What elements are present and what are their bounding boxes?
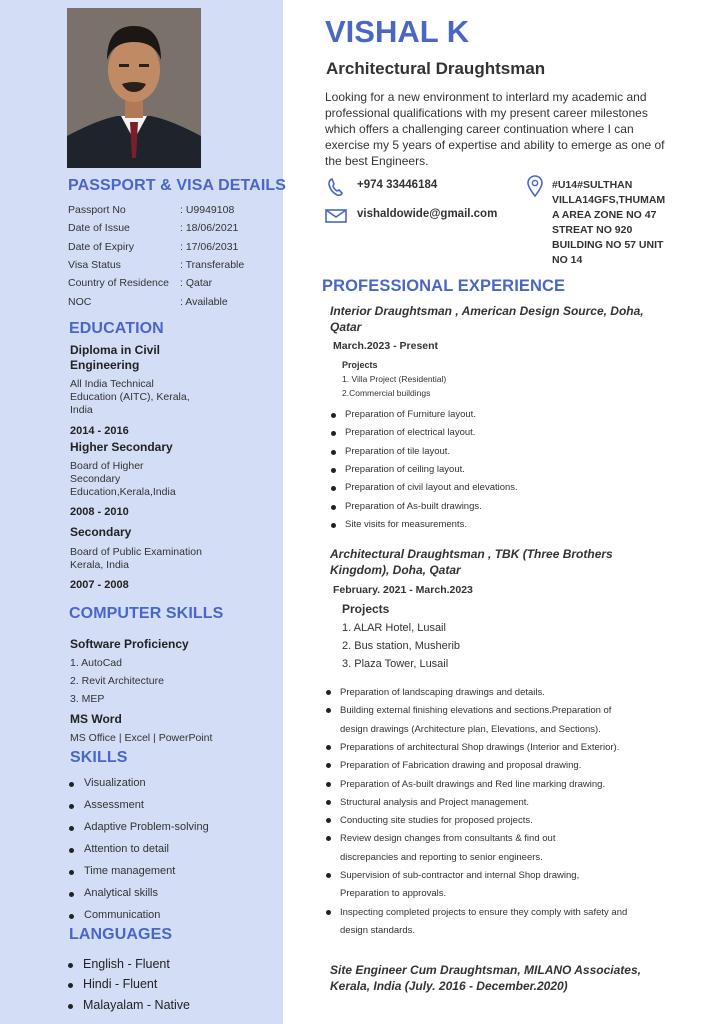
office-tools: MS Office | Excel | PowerPoint — [70, 732, 213, 744]
passport-label: Passport No — [68, 204, 126, 216]
duty-item: Preparations of architectural Shop drawings (Interior and Exterior). — [340, 739, 619, 757]
candidate-name: VISHAL K — [325, 14, 470, 49]
passport-value: : Qatar — [180, 277, 213, 290]
mail-icon — [325, 209, 347, 228]
skill-item: Communication — [84, 909, 161, 921]
education-section-title: EDUCATION — [69, 320, 164, 337]
project-item: 2. Bus station, Musherib — [342, 640, 461, 652]
passport-section-title: PASSPORT & VISA DETAILS — [68, 177, 287, 194]
passport-row — [68, 240, 239, 253]
duty-item: Preparation of landscaping drawings and details. — [340, 684, 545, 702]
duty-item: Preparation of Furniture layout. — [345, 409, 476, 420]
passport-value: : U9949108 — [180, 204, 235, 216]
email-address[interactable]: vishaldowide@gmail.com — [357, 208, 498, 220]
passport-label: Visa Status — [68, 258, 121, 271]
address-line: NO 14 — [552, 254, 583, 266]
phone-icon — [327, 177, 345, 202]
passport-row — [68, 204, 235, 216]
address-line: #U14#SULTHAN — [552, 179, 633, 191]
language-item: English - Fluent — [83, 957, 170, 971]
education-school: Board of Higher Secondary Education,Kerala,India — [70, 460, 176, 498]
candidate-role: Architectural Draughtsman — [326, 59, 546, 78]
software-item: 1. AutoCad — [70, 657, 122, 669]
duty-item: discrepancies and reporting to senior engineers. — [340, 851, 543, 863]
software-heading: Software Proficiency — [70, 637, 189, 651]
duty-item: Preparation of Fabrication drawing and proposal drawing. — [340, 757, 581, 775]
education-degree: Secondary — [70, 525, 132, 539]
phone-number[interactable]: +974 33446184 — [357, 179, 438, 191]
skill-item: Analytical skills — [84, 887, 158, 899]
location-pin-icon — [527, 175, 543, 202]
duty-item: Preparation to approvals. — [340, 888, 447, 900]
duty-item: Preparation of civil layout and elevations. — [345, 482, 518, 494]
education-years: 2008 - 2010 — [70, 506, 129, 518]
education-school: All India Technical Education (AITC), Kerala, India — [70, 378, 190, 416]
experience-section-title: PROFESSIONAL EXPERIENCE — [322, 277, 566, 295]
projects-label: Projects — [342, 360, 378, 370]
software-item: 3. MEP — [70, 693, 105, 705]
profile-photo — [67, 8, 201, 168]
duty-item: Preparation of electrical layout. — [345, 427, 476, 439]
passport-label: Date of Issue — [68, 222, 130, 235]
duty-item: Structural analysis and Project management. — [340, 794, 529, 812]
passport-value: : 17/06/2031 — [180, 240, 239, 253]
education-years: 2014 - 2016 — [70, 425, 129, 437]
skills-section-title: SKILLS — [70, 749, 128, 766]
education-degree: Diploma in Civil Engineering — [70, 343, 161, 372]
duty-item: Inspecting completed projects to ensure they comply with safety and — [340, 904, 627, 922]
job-dates: March.2023 - Present — [333, 340, 439, 352]
skill-item: Attention to detail — [84, 843, 170, 855]
duty-item: design standards. — [340, 924, 415, 936]
skill-item: Assessment — [84, 799, 144, 811]
education-years: 2007 - 2008 — [70, 579, 129, 591]
project-item: 1. Villa Project (Residential) — [342, 374, 447, 384]
job-title: Architectural Draughtsman , TBK (Three Brothers Kingdom), Doha, Qatar — [330, 547, 613, 577]
passport-label: Date of Expiry — [68, 240, 134, 253]
project-item: 1. ALAR Hotel, Lusail — [342, 622, 446, 634]
duty-item: Conducting site studies for proposed projects. — [340, 812, 533, 830]
office-heading: MS Word — [70, 712, 122, 726]
duty-item: Preparation of tile layout. — [345, 445, 451, 457]
duty-item: Site visits for measurements. — [345, 518, 467, 530]
duty-item: design drawings (Architecture plan, Elevations, and Sections). — [340, 723, 601, 735]
passport-row — [68, 258, 245, 271]
passport-value: : Available — [180, 295, 228, 308]
skill-item: Adaptive Problem-solving — [84, 821, 209, 833]
projects-label: Projects — [342, 602, 390, 616]
skill-item: Visualization — [84, 777, 146, 789]
address-line: STREAT NO 920 — [552, 224, 633, 236]
duty-item: Preparation of As-built drawings. — [345, 500, 482, 512]
career-summary: Looking for a new environment to interlard my academic and professional qualifications with my present career milestones which offers a challenging career continuation where I can exercise my 5 years of expertise and ability to emerge as one of the best Engineers. — [325, 90, 665, 168]
education-school: Board of Public Examination Kerala, India — [70, 546, 202, 571]
education-degree: Higher Secondary — [70, 440, 173, 454]
job-title: Site Engineer Cum Draughtsman, MILANO Associates, Kerala, India (July. 2016 - December.2020) — [330, 963, 641, 993]
language-item: Hindi - Fluent — [83, 977, 158, 991]
languages-section-title: LANGUAGES — [69, 926, 173, 943]
project-item: 2.Commercial buildings — [342, 388, 431, 398]
address-line: BUILDING NO 57 UNIT — [552, 239, 664, 251]
passport-row — [68, 295, 228, 308]
passport-row — [68, 222, 239, 235]
skill-item: Time management — [84, 865, 176, 877]
passport-label: Country of Residence — [68, 277, 169, 290]
duty-item: Building external finishing elevations and sections.Preparation of — [340, 702, 611, 720]
language-item: Malayalam - Native — [83, 998, 190, 1012]
software-item: 2. Revit Architecture — [70, 675, 164, 687]
passport-value: : 18/06/2021 — [180, 222, 239, 235]
job-dates: February. 2021 - March.2023 — [333, 584, 473, 596]
address-line: A AREA ZONE NO 47 — [552, 209, 657, 221]
duty-item: Review design changes from consultants & find out — [340, 830, 555, 848]
passport-label: NOC — [68, 295, 92, 308]
computer-skills-section-title: COMPUTER SKILLS — [69, 605, 224, 622]
duty-item: Supervision of sub-contractor and internal Shop drawing, — [340, 867, 579, 885]
address-line: VILLA14GFS,THUMAM — [552, 194, 666, 206]
duty-item: Preparation of As-built drawings and Red line marking drawing. — [340, 776, 605, 794]
duty-item: Preparation of ceiling layout. — [345, 463, 465, 475]
job-title: Interior Draughtsman , American Design Source, Doha, Qatar — [330, 304, 644, 334]
passport-row — [68, 277, 213, 290]
project-item: 3. Plaza Tower, Lusail — [342, 658, 449, 670]
passport-value: : Transferable — [180, 258, 245, 271]
